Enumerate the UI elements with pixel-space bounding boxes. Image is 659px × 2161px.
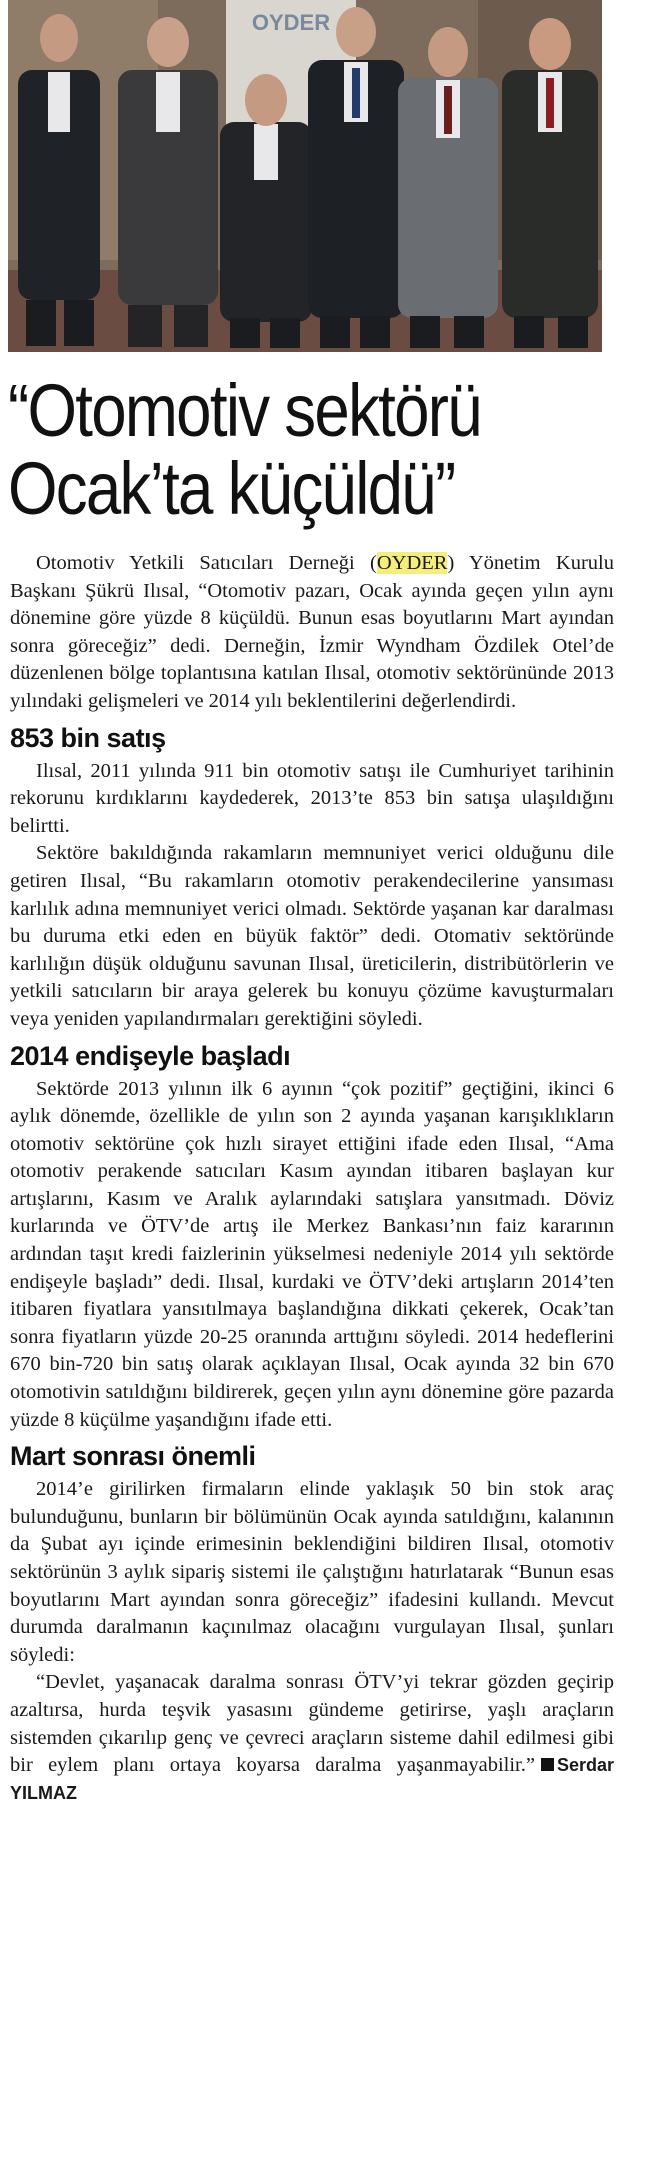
- section-heading: 853 bin satış: [10, 722, 166, 753]
- section-heading: Mart sonrası önemli: [10, 1441, 256, 1472]
- group-photo-illustration: [8, 0, 602, 352]
- section-heading: 2014 endişeyle başladı: [10, 1040, 291, 1071]
- section-paragraph: Sektörde 2013 yılının ilk 6 ayının “çok pozitif” geçtiğini, ikinci 6 aylık dönemde, özellikle de yılın son 2 ayında yaşanan karışıklıkların otomotiv sektörüne çok hızlı sirayet ettiğini ifade eden Ilısal, “Ama otomotiv perakende satıcıları Kasım ayından itibaren başlayan kur artışlarını, Kasım ve Aralık aylarındaki satışlara yansıtmadı. Döviz kurlarında ve ÖTV’de artış ile Merkez Bankası’nın faiz kararının ardından taşıt kredi faizlerinin yükselmesi nedeniyle 2014 yılı sektörde endişeyle başladı” dedi. Ilısal, kurdaki ve ÖTV’deki artışların 2014’ten itibaren fiyatlara yansıtılmaya başlandığına dikkati çekerek, Ocak’tan sonra fiyatların yüzde 20-25 oranında arttığını söyledi. 2014 hedeflerini 670 bin-720 bin satış olarak açıklayan Ilısal, Ocak ayında 32 bin 670 otomotivin satıldığını bildirerek, geçen yılın aynı dönemine göre pazarda yüzde 8 küçülme yaşandığını ifade etti.: [10, 1077, 614, 1431]
- closing-paragraph: [10, 1669, 614, 1807]
- intro-paragraph: [10, 550, 614, 716]
- section-paragraph: Ilısal, 2011 yılında 911 bin otomotiv satışı ile Cumhuriyet tarihinin rekorunu kırdıklarını kaydederek, 2013’te 853 bin satışa ulaşıldığını belirtti.: [10, 759, 614, 837]
- closing-quote: “Devlet, yaşanacak daralma sonrası ÖTV’yi tekrar gözden geçirip azaltırsa, hurda teşvik yasasını gündeme getirirse, yaşlı araçların sistemden çıkarılıp genç ve çevreci araçların sisteme dahil edilmesi gibi bir eylem planı ortaya koyarsa daralma yaşanmayabilir.”: [10, 1671, 614, 1777]
- headline-line-2: Ocak’ta küçüldü”: [8, 447, 455, 530]
- byline: Serdar YILMAZ: [10, 1755, 614, 1803]
- article-photo: [8, 0, 602, 352]
- intro-highlight: OYDER: [376, 552, 448, 574]
- headline-line-1: “Otomotiv sektörü: [8, 369, 481, 452]
- intro-before: Otomotiv Yetkili Satıcıları Derneği (: [36, 552, 377, 574]
- banner-text: OYDER: [251, 10, 331, 35]
- intro-after: ) Yönetim Kurulu Başkanı Şükrü Ilısal, “Otomotiv pazarı, Ocak ayında geçen yılın aynı dönemine göre yüzde 8 küçüldü. Bunun esas boyutlarını Mart ayından sonra göreceğiz” dedi. Derneğin, İzmir Wyndham Özdilek Otel’de düzenlenen bölge toplantısına katılan Ilısal, otomotiv sektörününde 2013 yılındaki gelişmeleri ve 2014 yılı beklentilerini değerlendirdi.: [10, 552, 614, 712]
- headline: [8, 369, 524, 530]
- section-paragraph: Sektöre bakıldığında rakamların memnuniyet verici olduğunu dile getiren Ilısal, “Bu rakamların otomotiv perakendecilerine yansıması karlılık adına memnuniyet verici olmadı. Sektörde yaşanan kar daralması bu duruma etki eden en büyük faktör” dedi. Otomativ sektöründe karlılığın düşük olduğunu savunan Ilısal, üreticilerin, distribütörlerin ve yetkili satıcıların bir araya gelerek bu konuyu çözüme kavuşturmaları veya yeniden yapılandırmaları gerektiğini söyledi.: [10, 842, 614, 1030]
- article-body: [10, 550, 614, 1807]
- section-paragraph: 2014’e girilirken firmaların elinde yaklaşık 50 bin stok araç bulunduğunu, bunların bir bölümünün Ocak ayında satıldığını, kalanının da Şubat ayı içinde erimesinin beklendiğini bildiren Ilısal, otomotiv sektörünün 3 aylık sipariş sistemi ile çalıştığını hatırlatarak “Bunun esas boyutlarını Mart ayından sonra göreceğiz” ifadesini kullandı. Mevcut durumda daralmanın kaçınılmaz olacağını vurgulayan Ilısal, şunları söyledi:: [10, 1478, 614, 1666]
- byline-square-icon: [541, 1758, 554, 1771]
